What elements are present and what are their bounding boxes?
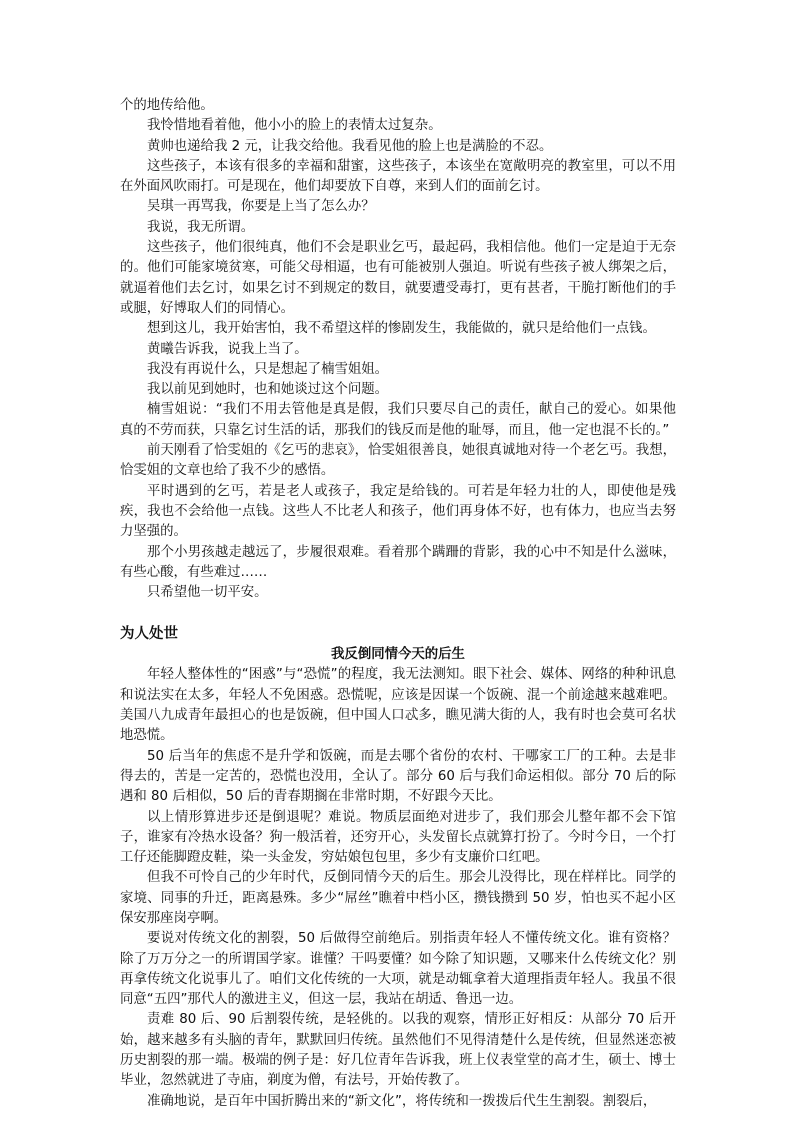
story-paragraph: 吴琪一再骂我，你要是上当了怎么办？ (147, 199, 375, 215)
story-paragraph: 楠雪姐说：“我们不用去管他是真是假，我们只要尽自己的责任，献自己的爱心。如果他真的不劳而获，只靠乞讨生活的话，那我们的钱反而是他的耻辱，而且，他一定也混不长的。” (120, 402, 676, 438)
article-body (120, 665, 676, 1112)
article-paragraph: 责难 80 后、90 后割裂传统，是轻佻的。以我的观察，情形正好相反：从部分 70 后开始，越来越多有头脑的青年，默默回归传统。虽然他们不见得清楚什么是传统，但显然迷恋被历史割裂的那一端。极端的例子是：好几位青年告诉我，班上仪表堂堂的高才生，硕士、博士毕业，忽然就进了寺庙，剃度为僧，有法号，开始传教了。 (120, 1012, 676, 1089)
story-body (120, 96, 676, 603)
article-paragraph: 准确地说，是百年中国折腾出来的“新文化”，将传统和一拨拨后代生生割裂。割裂后， (147, 1093, 657, 1109)
story-paragraph: 只希望他一切平安。 (147, 585, 268, 601)
article-title: 我反倒同情今天的后生 (331, 647, 465, 663)
story-paragraph: 那个小男孩越走越远了，步履很艰难。看着那个蹒跚的背影，我的心中不知是什么滋味，有些心酸，有些难过…… (120, 544, 676, 580)
story-paragraph: 黄曦告诉我，说我上当了。 (147, 341, 308, 357)
article-paragraph: 但我不可怜自己的少年时代，反倒同情今天的后生。那会儿没得比，现在样样比。同学的家境、同事的升迁，距离悬殊。多少“屌丝”瞧着中档小区，攒钱攒到 50 岁，怕也买不起小区保安那座岗亭啊。 (120, 870, 676, 926)
story-paragraph: 我说，我无所谓。 (147, 219, 255, 235)
article-paragraph: 要说对传统文化的割裂，50 后做得空前绝后。别指责年轻人不懂传统文化。谁有资格？除了万万分之一的所谓国学家。谁懂？干吗要懂？如今除了知识题，又哪来什么传统文化？别再拿传统文化说事儿了。咱们文化传统的一大项，就是动辄拿着大道理指责年轻人。我虽不很同意“五四”那代人的激进主义，但这一层，我站在胡适、鲁迅一边。 (120, 931, 676, 1008)
document-page (120, 96, 676, 1112)
article-paragraph: 年轻人整体性的“困惑”与“恐慌”的程度，我无法测知。眼下社会、媒体、网络的种种讯息和说法实在太多，年轻人不免困惑。恐慌呢，应该是因谋一个饭碗、混一个前途越来越难吧。美国八九成青年最担心的也是饭碗，但中国人口忒多，瞧见满大街的人，我有时也会莫可名状地恐慌。 (120, 667, 676, 744)
story-paragraph: 黄帅也递给我 2 元，让我交给他。我看见他的脸上也是满脸的不忍。 (147, 138, 553, 154)
section-heading: 为人处世 (120, 626, 178, 643)
story-paragraph: 平时遇到的乞丐，若是老人或孩子，我定是给钱的。可若是年轻力壮的人，即使他是残疾，我也不会给他一点钱。这些人不比老人和孩子，他们再身体不好，也有体力，也应当去努力坚强的。 (120, 483, 676, 540)
story-paragraph: 我怜惜地看着他，他小小的脸上的表情太过复杂。 (147, 118, 442, 134)
story-paragraph: 想到这儿，我开始害怕，我不希望这样的惨剧发生，我能做的，就只是给他们一点钱。 (147, 321, 656, 337)
story-paragraph: 个的地传给他。 (120, 98, 214, 113)
story-paragraph: 我没有再说什么，只是想起了楠雪姐姐。 (147, 361, 389, 377)
article-paragraph: 以上情形算进步还是倒退呢？难说。物质层面绝对进步了，我们那会儿整年都不会下馆子，谁家有冷热水设备？狗一般活着，还穷开心，头发留长点就算打扮了。今时今日，一个打工仔还能脚蹬皮鞋，染一头金发，穷姑娘包包里，多少有支廉价口红吧。 (120, 809, 676, 866)
story-paragraph: 前天刚看了恰雯姐的《乞丐的悲哀》，恰雯姐很善良，她很真诚地对待一个老乞丐。我想，恰雯姐的文章也给了我不少的感悟。 (120, 443, 676, 479)
story-paragraph: 这些孩子，本该有很多的幸福和甜蜜，这些孩子，本该坐在宽敞明亮的教室里，可以不用在外面风吹雨打。可是现在，他们却要放下自尊，来到人们的面前乞讨。 (120, 158, 676, 195)
story-paragraph: 这些孩子，他们很纯真，他们不会是职业乞丐，最起码，我相信他。他们一定是迫于无奈的。他们可能家境贫寒，可能父母相逼，也有可能被别人强迫。听说有些孩子被人绑架之后，就逼着他们去乞讨，如果乞讨不到规定的数目，就要遭受毒打，更有甚者，干脆打断他们的手或腿，好博取人们的同情心。 (120, 240, 676, 316)
story-paragraph: 我以前见到她时，也和她谈过这个问题。 (147, 382, 389, 398)
article-paragraph: 50 后当年的焦虑不是升学和饭碗，而是去哪个省份的农村、干哪家工厂的工种。去是非得去的，苦是一定苦的，恐慌也没用，全认了。部分 60 后与我们命运相似。部分 70 后的际遇和 80 后相似，50 后的青春期搁在非常时期，不好跟今天比。 (120, 748, 676, 805)
